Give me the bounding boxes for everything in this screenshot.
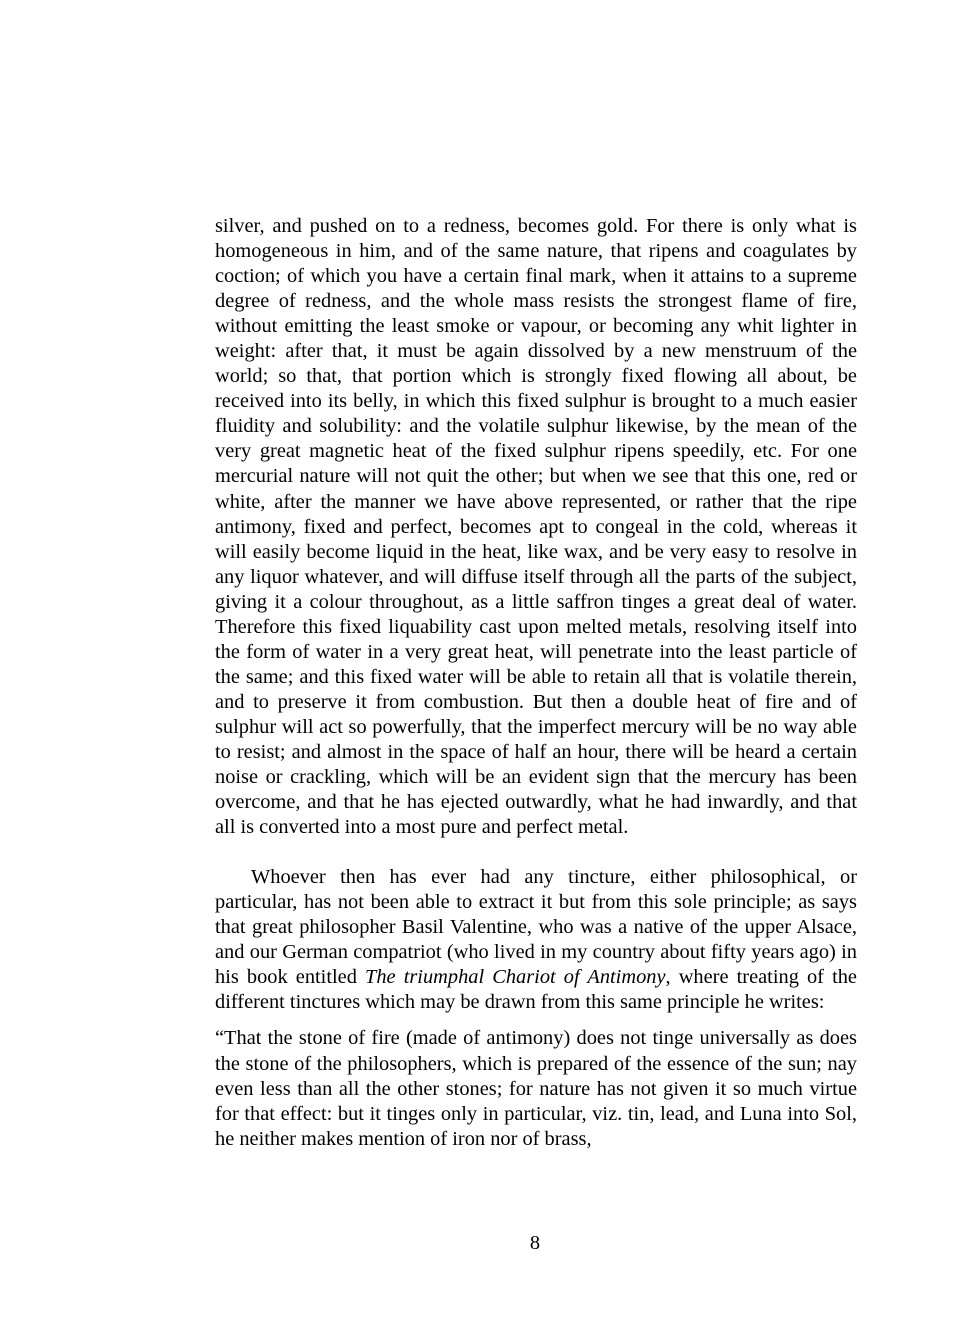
book-title: The triumphal Chariot of Antimony [365, 966, 666, 989]
page-number: 8 [529, 1232, 541, 1254]
paragraph [215, 865, 857, 1015]
paragraph-text: , where treating of the different tinctures which may be drawn from this same principle he writes: [215, 966, 857, 1014]
paragraph: silver, and pushed on to a redness, becomes gold. For there is only what is homogeneous in him, and of the same nature, that ripens and coagulates by coction; of which you have a certain final mark, when it attains to a supreme degree of redness, and the whole mass resists the strongest flame of fire, without emitting the least smoke or vapour, or becoming any whit lighter in weight: after that, it must be again dissolved by a new menstruum of the world; so that, that portion which is strongly fixed flowing all about, be received into its belly, in which this fixed sulphur is brought to a much easier fluidity and solubility: and the volatile sulphur likewise, by the mean of the very great magnetic heat of the fixed sulphur ripens speedily, etc. For one mercurial nature will not quit the other; but when we see that this one, red or white, after the manner we have above represented, or rather that the ripe antimony, fixed and perfect, becomes apt to congeal in the cold, whereas it will easily become liquid in the heat, like wax, and be very easy to resolve in any liquor whatever, and will diffuse itself through all the parts of the subject, giving it a colour throughout, as a little saffron tinges a great deal of water. Therefore this fixed liquability cast upon melted metals, resolving itself into the form of water in a very great heat, will penetrate into the least particle of the same; and this fixed water will be able to retain all that is volatile therein, and to preserve it from combustion. But then a double heat of fire and of sulphur will act so powerfully, that the imperfect mercury will be no way able to resist; and almost in the space of half an hour, there will be heard a certain noise or crackling, which will be an evident sign that the mercury has been overcome, and that he has ejected outwardly, what he had inwardly, and that all is converted into a most pure and perfect metal. [215, 215, 857, 839]
quotation-paragraph: “That the stone of fire (made of antimony) does not tinge universally as does the stone of the philosophers, which is prepared of the essence of the sun; nay even less than all the other stones; for nature has not given it so much virtue for that effect: but it tinges only in particular, viz. tin, lead, and Luna into Sol, he neither makes mention of iron nor of brass, [215, 1027, 857, 1150]
document-body [215, 214, 857, 1152]
paragraph-text: Whoever then has ever had any tincture, either philosophical, or particular, has not been able to extract it but from this sole principle; as says that great philosopher Basil Valentine, who was a native of the upper Alsace, and our German compatriot (who lived in my country about fifty years ago) in his book entitled [215, 866, 857, 989]
